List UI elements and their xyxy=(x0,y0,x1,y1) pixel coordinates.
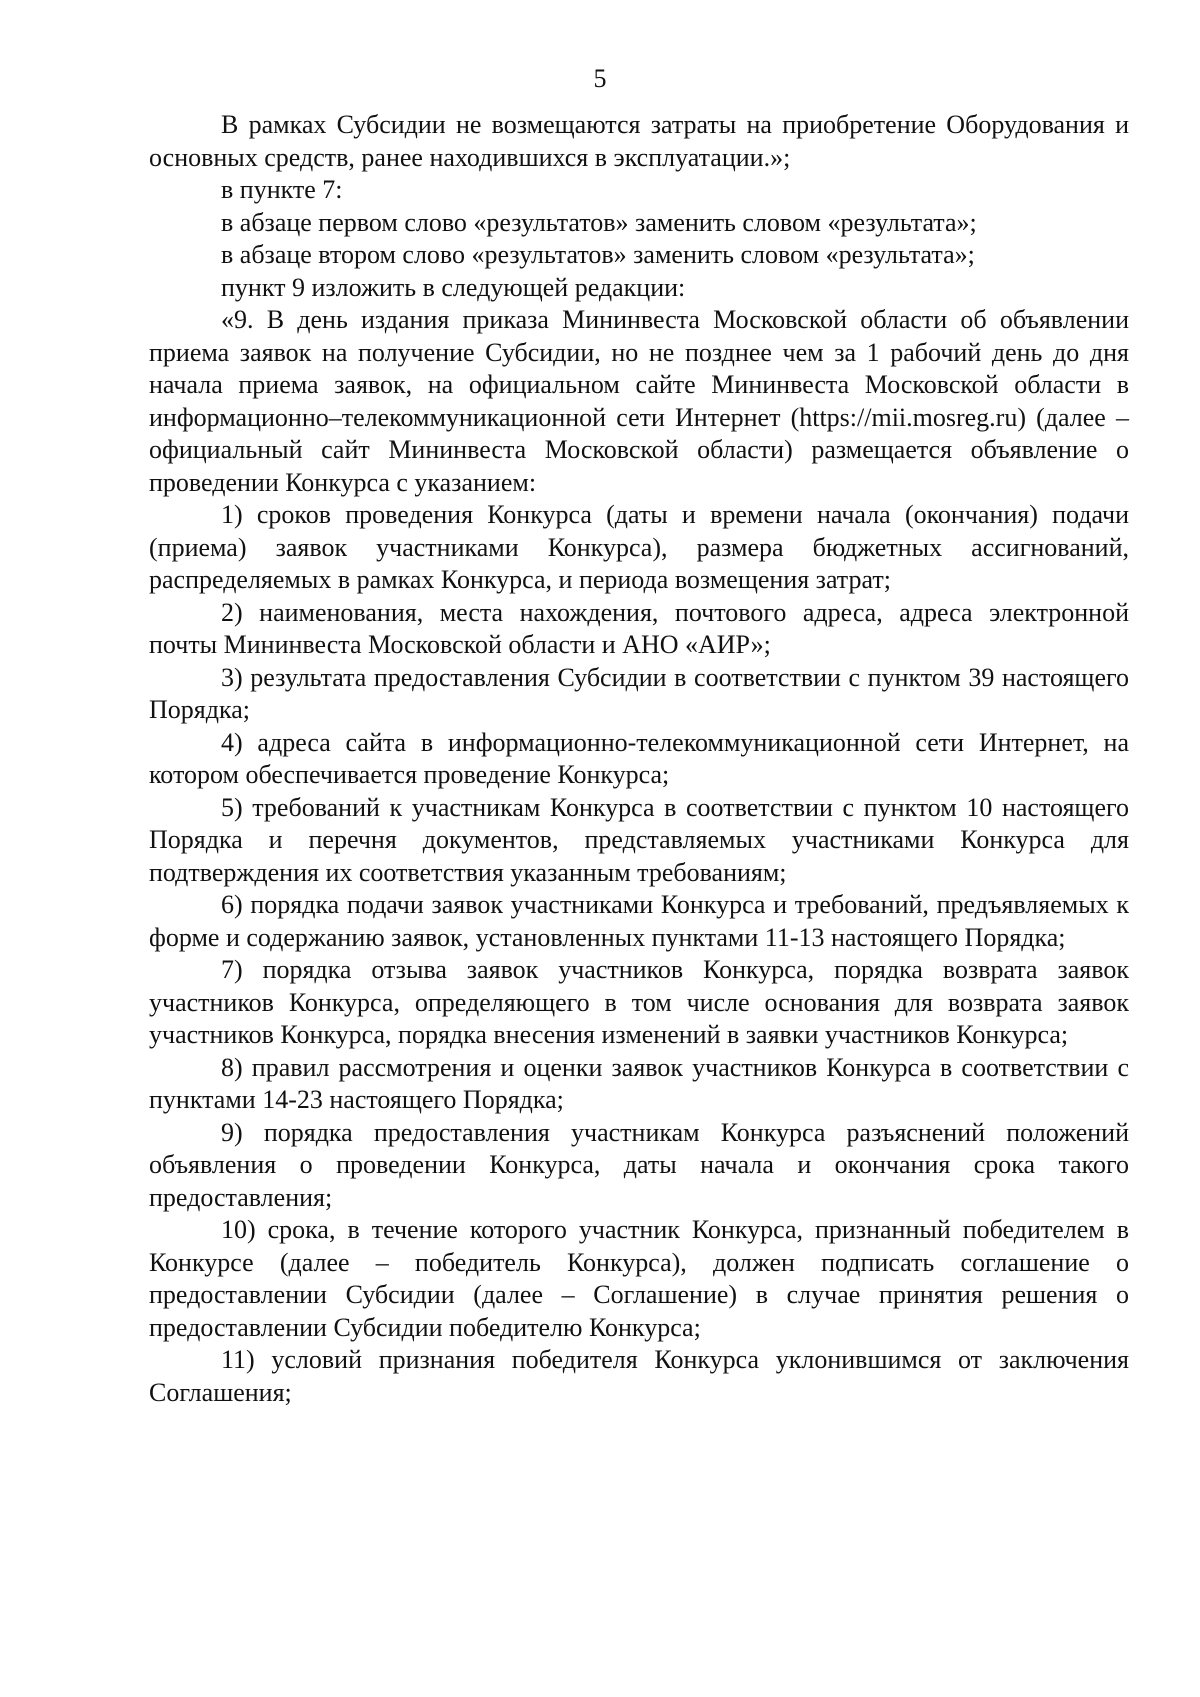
list-item-4: 4) адреса сайта в информационно-телекоммуникационной сети Интернет, на котором обеспечивается проведение Конкурса; xyxy=(149,727,1129,789)
list-item-11: 11) условий признания победителя Конкурса уклонившимся от заключения Соглашения; xyxy=(149,1345,1129,1407)
document-body xyxy=(149,109,1129,1409)
paragraph-point-9-intro: пункт 9 изложить в следующей редакции: xyxy=(221,272,686,302)
paragraph-point-7-second: в абзаце втором слово «результатов» заменить словом «результата»; xyxy=(221,240,975,269)
list-item-2: 2) наименования, места нахождения, почтового адреса, адреса электронной почты Мининвеста Московской области и АНО «АИР»; xyxy=(149,597,1129,659)
list-item-7: 7) порядка отзыва заявок участников Конкурса, порядка возврата заявок участников Конкурса, определяющего в том числе основания для возврата заявок участников Конкурса, порядка внесения изменений в заявки участников Конкурса; xyxy=(149,955,1129,1049)
paragraph-point-7: в пункте 7: xyxy=(221,175,343,204)
list-item-9: 9) порядка предоставления участникам Конкурса разъяснений положений объявления о проведении Конкурса, даты начала и окончания срока такого предоставления; xyxy=(149,1117,1129,1212)
list-item-8: 8) правил рассмотрения и оценки заявок участников Конкурса в соответствии с пунктами 14-23 настоящего Порядка; xyxy=(149,1052,1129,1114)
paragraph-point-9: «9. В день издания приказа Мининвеста Московской области об объявлении приема заявок на получение Субсидии, но не позднее чем за 1 рабочий день до дня начала приема заявок, на официальном сайте Мининвеста Московской области в информационно–телекоммуникационной сети Интернет (https://mii.mosreg.ru) (далее – официальный сайт Мининвеста Московской области) размещается объявление о проведении Конкурса с указанием: xyxy=(149,305,1129,497)
list-item-10: 10) срока, в течение которого участник Конкурса, признанный победителем в Конкурсе (далее – победитель Конкурса), должен подписать соглашение о предоставлении Субсидии (далее – Соглашение) в случае принятия решения о предоставлении Субсидии победителю Конкурса; xyxy=(149,1215,1129,1342)
list-item-3: 3) результата предоставления Субсидии в соответствии с пунктом 39 настоящего Порядка; xyxy=(149,662,1129,724)
paragraph-subsidy-exclusion: В рамках Субсидии не возмещаются затраты на приобретение Оборудования и основных средств, ранее находившихся в эксплуатации.»; xyxy=(149,110,1129,172)
list-item-6: 6) порядка подачи заявок участниками Конкурса и требований, предъявляемых к форме и содержанию заявок, установленных пунктами 11-13 настоящего Порядка; xyxy=(149,890,1129,952)
list-item-5: 5) требований к участникам Конкурса в соответствии с пунктом 10 настоящего Порядка и перечня документов, представляемых участниками Конкурса для подтверждения их соответствия указанным требованиям; xyxy=(149,792,1129,887)
list-item-1: 1) сроков проведения Конкурса (даты и времени начала (окончания) подачи (приема) заявок участниками Конкурса), размера бюджетных ассигнований, распределяемых в рамках Конкурса, и периода возмещения затрат; xyxy=(149,500,1129,594)
paragraph-point-7-first: в абзаце первом слово «результатов» заменить словом «результата»; xyxy=(221,207,977,237)
page-number: 5 xyxy=(593,64,607,93)
